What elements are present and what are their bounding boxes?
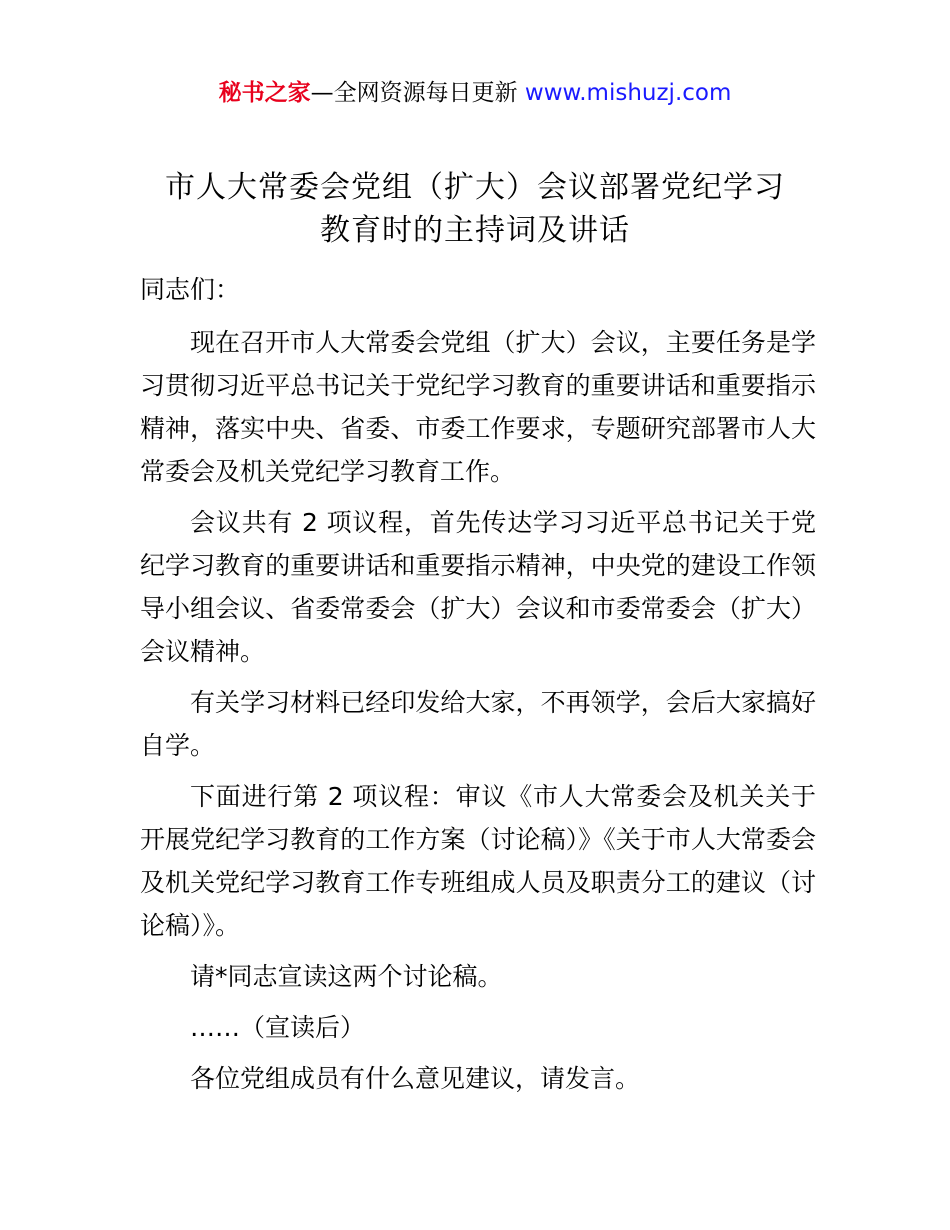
paragraph-2: 会议共有 2 项议程，首先传达学习习近平总书记关于党纪学习教育的重要讲话和重要指示精神，中央党的建设工作领导小组会议、省委常委会（扩大）会议和市委常委会（扩大）会议精神。 [140,508,816,666]
salutation: 同志们： [140,275,241,304]
paragraph-1: 现在召开市人大常委会党组（扩大）会议，主要任务是学习贯彻习近平总书记关于党纪学习教育的重要讲话和重要指示精神，落实中央、省委、市委工作要求，专题研究部署市人大常委会及机关党纪学习教育工作。 [140,328,816,486]
document-title [100,166,850,252]
paragraph-5: 请*同志宣读这两个讨论稿。 [190,962,503,991]
site-brand: 秘书之家 [218,80,311,106]
title-line-1: 市人大常委会党组（扩大）会议部署党纪学习 [165,170,785,205]
site-url-link[interactable]: www.mishuzj.com [524,80,732,106]
paragraph-6: ……（宣读后） [190,1013,366,1042]
document-body [140,268,816,1108]
site-header [0,76,950,110]
title-line-2: 教育时的主持词及讲话 [320,213,630,248]
paragraph-7: 各位党组成员有什么意见建议，请发言。 [190,1064,641,1093]
paragraph-3: 有关学习材料已经印发给大家，不再领学，会后大家搞好自学。 [140,688,816,760]
site-tagline: —全网资源每日更新 [310,80,525,106]
paragraph-4: 下面进行第 2 项议程：审议《市人大常委会及机关关于开展党纪学习教育的工作方案（讨论稿）》《关于市人大常委会及机关党纪学习教育工作专班组成人员及职责分工的建议（讨论稿）》。 [140,782,816,940]
